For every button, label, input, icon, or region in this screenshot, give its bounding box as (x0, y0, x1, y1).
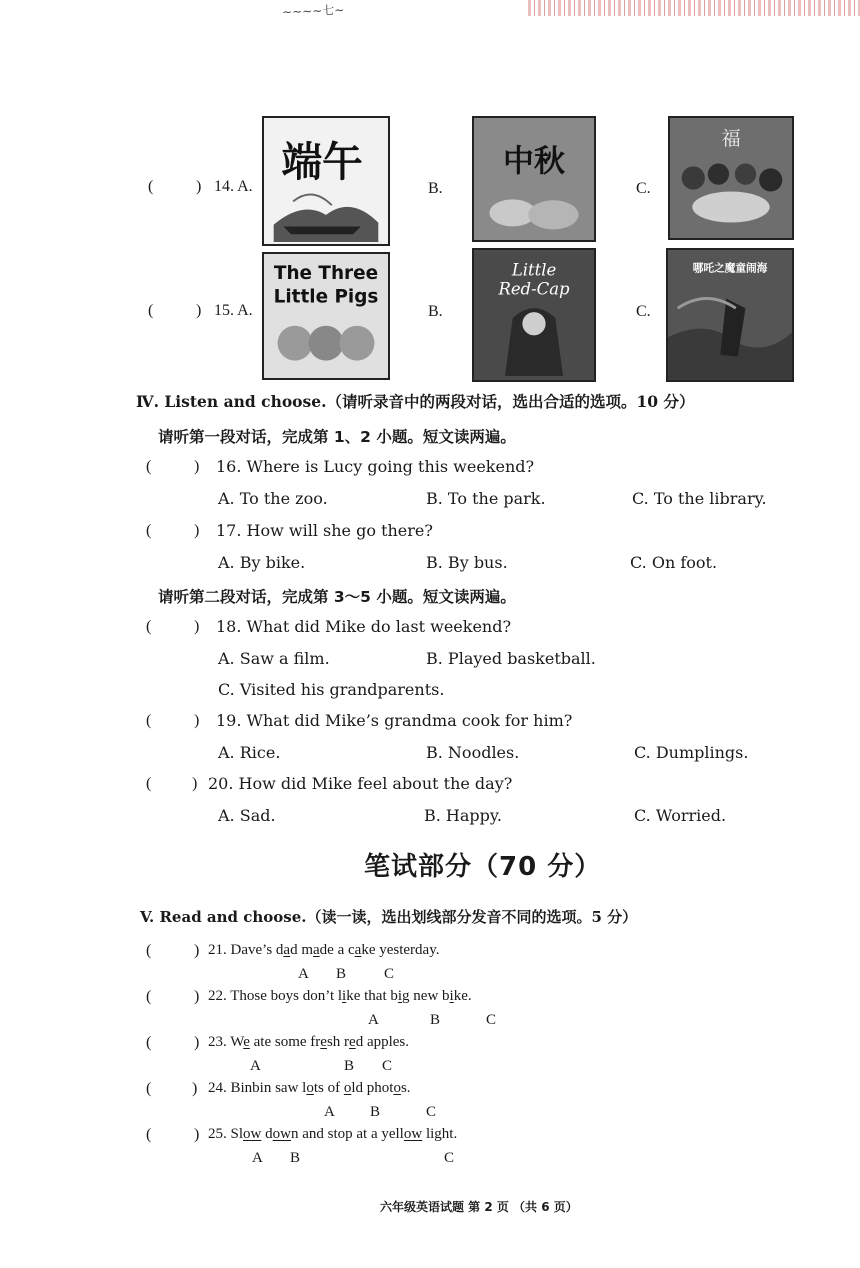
poster-title-a: 端午 (281, 138, 363, 187)
sentence: 23. We ate some fresh red apples. (208, 1034, 410, 1050)
answer-paren-close: ) (194, 942, 200, 959)
nezha-illustration (668, 250, 792, 380)
answer-paren-close: ) (192, 775, 198, 792)
answer-paren-close: ) (194, 988, 200, 1005)
answer-paren-close: ) (196, 178, 202, 195)
answer-paren-close: ) (192, 1080, 198, 1097)
option-a: A. Sad. (218, 806, 276, 825)
three-little-pigs-illustration (264, 254, 388, 378)
family-dinner-illustration (670, 118, 792, 238)
sentence: 22. Those boys don’t like that big new bike. (208, 988, 472, 1004)
dialog-2-intro: 请听第二段对话，完成第 3～5 小题。短文读两遍。 (158, 588, 516, 606)
answer-paren-open: ( (146, 942, 152, 959)
poster-title-a1: The Three (273, 263, 379, 285)
letter-c: C (382, 1058, 393, 1074)
question-text: 17. How will she go there? (216, 521, 433, 540)
option-a: A. Saw a film. (218, 649, 330, 668)
picture-family-dinner (668, 116, 794, 240)
underlined-sound-a: e (243, 1034, 250, 1050)
question-text: 18. What did Mike do last weekend? (216, 617, 512, 636)
poster-title-c: 哪吒之魔童闹海 (692, 261, 768, 275)
picture-dragon-boat (262, 116, 390, 246)
question-number: 14. A. (214, 178, 253, 195)
letter-c: C (384, 966, 395, 982)
answer-paren-open: ( (146, 522, 152, 539)
answer-paren-close: ) (194, 1034, 200, 1051)
sentence: 21. Dave’s dad made a cake yesterday. (208, 942, 440, 958)
letter-b: B (336, 966, 347, 982)
answer-paren-close: ) (194, 458, 200, 475)
option-c: C. To the library. (632, 489, 767, 508)
letter-b: B (370, 1104, 381, 1120)
option-c: C. Dumplings. (634, 743, 749, 762)
letter-a: A (368, 1012, 379, 1028)
question-text: 20. How did Mike feel about the day? (208, 774, 513, 793)
letter-c: C (444, 1150, 455, 1166)
top-scrawl: ~~~~七~ (281, 2, 345, 20)
underlined-sound-a: o (306, 1080, 314, 1096)
top-stamp-strip (528, 0, 860, 16)
option-a: A. Rice. (218, 743, 281, 762)
answer-paren-open: ( (146, 712, 152, 729)
picture-nezha (666, 248, 794, 382)
option-c-label: C. (636, 303, 651, 320)
answer-paren-open: ( (146, 1080, 152, 1097)
mid-autumn-illustration (474, 118, 594, 240)
page-footer: 六年级英语试题 第 2 页 （共 6 页） (380, 1200, 578, 1214)
answer-paren-close: ) (196, 302, 202, 319)
section-5-heading: V. Read and choose.（读一读，选出划线部分发音不同的选项。5 分） (140, 908, 638, 926)
answer-paren-open: ( (146, 458, 152, 475)
letter-b: B (344, 1058, 355, 1074)
answer-paren-open: ( (146, 1126, 152, 1143)
answer-paren-close: ) (194, 618, 200, 635)
underlined-sound-a: i (342, 988, 347, 1004)
option-b: B. Played basketball. (426, 649, 596, 668)
option-b: B. By bus. (426, 553, 508, 572)
letter-c: C (486, 1012, 497, 1028)
option-b-label: B. (428, 180, 443, 197)
answer-paren-open: ( (148, 178, 154, 195)
letter-c: C (426, 1104, 437, 1120)
underlined-sound-b: ow (272, 1126, 291, 1142)
answer-paren-open: ( (146, 618, 152, 635)
underlined-sound-b: i (397, 988, 403, 1004)
picture-mid-autumn (472, 116, 596, 242)
underlined-sound-c: ow (403, 1126, 423, 1142)
poster-title-a2: Little Pigs (273, 286, 379, 308)
answer-paren-open: ( (146, 775, 152, 792)
answer-paren-open: ( (148, 302, 154, 319)
underlined-sound-a: ow (243, 1126, 262, 1142)
option-a: A. To the zoo. (218, 489, 328, 508)
option-c: C. On foot. (630, 553, 718, 572)
option-c-label: C. (636, 180, 651, 197)
picture-little-red-cap (472, 248, 596, 382)
option-c: C. Visited his grandparents. (218, 680, 445, 699)
letter-b: B (290, 1150, 301, 1166)
answer-paren-open: ( (146, 1034, 152, 1051)
underlined-sound-c: i (449, 988, 454, 1004)
question-number: 15. A. (214, 302, 253, 319)
picture-three-little-pigs (262, 252, 390, 380)
dialog-1-intro: 请听第一段对话，完成第 1、2 小题。短文读两遍。 (158, 428, 516, 446)
letter-b: B (430, 1012, 441, 1028)
answer-paren-close: ) (194, 522, 200, 539)
poster-title-b1: Little (511, 260, 557, 280)
option-b: B. To the park. (426, 489, 546, 508)
sentence: 25. Slow down and stop at a yellow light. (208, 1126, 458, 1142)
poster-title-c: 福 (721, 127, 741, 151)
sentence: 24. Binbin saw lots of old photos. (208, 1080, 411, 1096)
dragon-boat-illustration (264, 118, 388, 244)
underlined-sound-c: e (349, 1034, 356, 1050)
option-a: A. By bike. (218, 553, 306, 572)
letter-a: A (250, 1058, 261, 1074)
option-b: B. Noodles. (426, 743, 520, 762)
letter-a: A (324, 1104, 335, 1120)
underlined-sound-a: a (283, 942, 291, 958)
question-text: 16. Where is Lucy going this weekend? (216, 457, 535, 476)
section-4-heading: Ⅳ. Listen and choose.（请听录音中的两段对话，选出合适的选项。10 分） (136, 392, 695, 411)
answer-paren-close: ) (194, 712, 200, 729)
written-part-title: 笔试部分（70 分） (364, 852, 602, 882)
letter-a: A (252, 1150, 263, 1166)
answer-paren-open: ( (146, 988, 152, 1005)
option-b: B. Happy. (424, 806, 502, 825)
poster-title-b: 中秋 (503, 143, 565, 180)
underlined-sound-b: e (320, 1034, 327, 1050)
underlined-sound-c: o (393, 1080, 401, 1096)
underlined-sound-c: a (354, 942, 362, 958)
poster-title-b2: Red-Cap (498, 279, 570, 299)
option-b-label: B. (428, 303, 443, 320)
underlined-sound-b: a (313, 942, 320, 958)
question-text: 19. What did Mike’s grandma cook for him? (216, 711, 573, 730)
option-c: C. Worried. (634, 806, 727, 825)
underlined-sound-b: o (343, 1080, 352, 1096)
little-red-cap-illustration (474, 250, 594, 380)
letter-a: A (298, 966, 309, 982)
answer-paren-close: ) (194, 1126, 200, 1143)
